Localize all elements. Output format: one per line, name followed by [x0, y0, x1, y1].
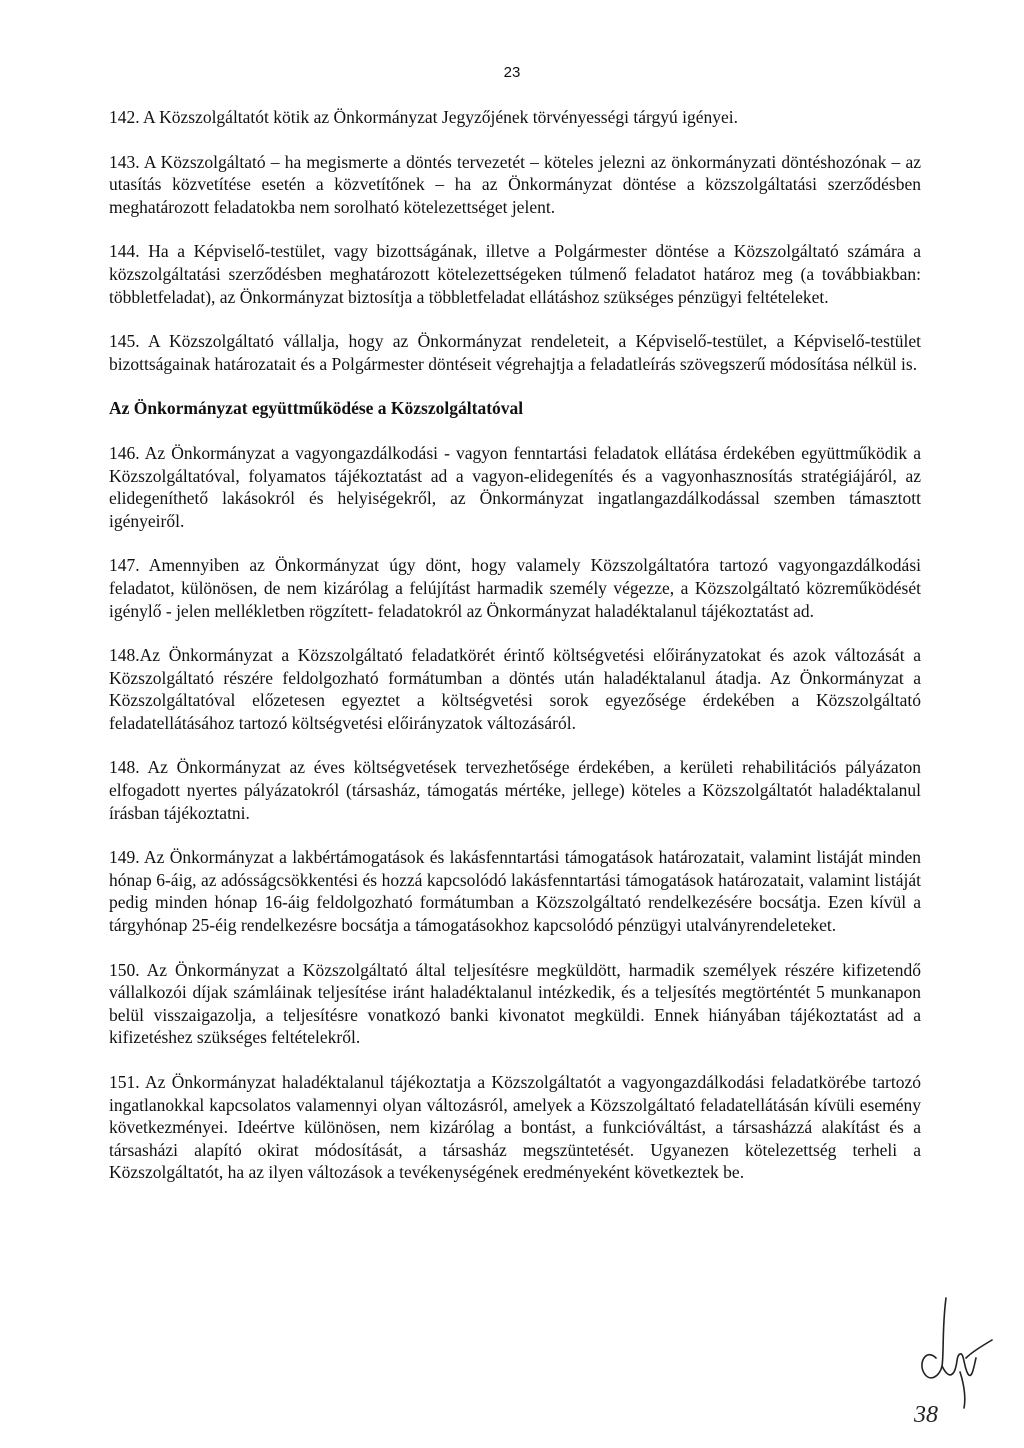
- paragraph-142: 142. A Közszolgáltatót kötik az Önkormányzat Jegyzőjének törvényességi tárgyú igényei.: [109, 107, 739, 127]
- paragraph-146: 146. Az Önkormányzat a vagyongazdálkodási - vagyon fenntartási feladatok ellátása érdekében együttműködik a Közszolgáltatóval, folyamatos tájékoztatást ad a vagyon-elidegenítés és a vagyonhasznosítás stratégiájáról, az elidegeníthető lakásokról és helyiségekről, az Önkormányzat ingatlangazdálkodással szemben támasztott igényeiről.: [109, 442, 921, 531]
- paragraph-149: 149. Az Önkormányzat a lakbértámogatások és lakásfenntartási támogatások határozatait, valamint listáját minden hónap 6-áig, az adósságcsökkentési és hozzá kapcsolódó lakásfenntartási támogatások határozatait, valamint listáját pedig minden hónap 16-áig feldolgozható formátumban a Közszolgáltató rendelkezésére bocsátja. Ezen kívül a tárgyhónap 25-éig rendelkezésre bocsátja a támogatásokhoz kapcsolódó pénzügyi utalványrendeleteket.: [109, 847, 921, 936]
- paragraph-148b: 148. Az Önkormányzat az éves költségvetések tervezhetősége érdekében, a kerületi rehabilitációs pályázaton elfogadott nyertes pályázatokról (társasház, támogatás mértéke, jellege) köteles a Közszolgáltatót haladéktalanul írásban tájékoztatni.: [109, 757, 921, 823]
- paragraph-148a: 148.Az Önkormányzat a Közszolgáltató feladatkörét érintő költségvetési előirányzatokat és azok változását a Közszolgáltató részére feldolgozható formátumban a döntés után haladéktalanul átadja. Az Önkormányzat a Közszolgáltatóval előzetesen egyeztet a költségvetési sorok egyezősége érdekében a Közszolgáltató feladatellátásához tartozó költségvetési előirányzatok változásáról.: [109, 645, 921, 733]
- handwritten-page-number: 38: [914, 1402, 938, 1428]
- paragraph-143: 143. A Közszolgáltató – ha megismerte a döntés tervezetét – köteles jelezni az önkormányzati döntéshozónak – az utasítás közvetítése esetén a közvetítőnek – ha az Önkormányzat döntése a közszolgáltatási szerződésben meghatározott feladatokba nem sorolható kötelezettséget jelent.: [109, 151, 921, 217]
- paragraph-151: 151. Az Önkormányzat haladéktalanul tájékoztatja a Közszolgáltatót a vagyongazdálkodási feladatkörébe tartozó ingatlanokkal kapcsolatos valamennyi olyan változásról, amelyek a Közszolgáltató feladatellátásán kívüli esemény következményei. Ideértve különösen, nem kizárólag a bontást, a funkcióváltást, a társasházzá alakítást és a társasházi alapító okirat módosítását, a társasház megszüntetését. Ugyanezen kötelezettség terheli a Közszolgáltatót, ha az ilyen változások a tevékenységének eredményeként következtek be.: [109, 1072, 921, 1183]
- section-heading: Az Önkormányzat együttműködése a Közszolgáltatóval: [109, 398, 524, 419]
- document-body: [109, 106, 921, 1206]
- paragraph-145: 145. A Közszolgáltató vállalja, hogy az Önkormányzat rendeleteit, a Képviselő-testület, a Képviselő-testület bizottságainak határozatait és a Polgármester döntéseit végrehajtja a feladatleírás szövegszerű módosítása nélkül is.: [109, 331, 921, 374]
- paragraph-150: 150. Az Önkormányzat a Közszolgáltató által teljesítésre megküldött, harmadik személyek részére kifizetendő vállalkozói díjak számláinak teljesítése iránt haladéktalanul intézkedik, és a teljesítés megtörténtét 5 munkanapon belül visszaigazolja, a teljesítésre vonatkozó banki kivonatot megküldi. Ennek hiányában tájékoztatást ad a kifizetéshez szükséges feltételekről.: [109, 959, 921, 1048]
- page-number: 23: [503, 64, 521, 81]
- paragraph-144: 144. Ha a Képviselő-testület, vagy bizottságának, illetve a Polgármester döntése a Közszolgáltató számára a közszolgáltatási szerződésben meghatározott kötelezettségeken túlmenő feladatot határoz meg (a továbbiakban: többletfeladat), az Önkormányzat biztosítja a többletfeladat ellátáshoz szükséges pénzügyi feltételeket.: [109, 241, 921, 307]
- paragraph-147: 147. Amennyiben az Önkormányzat úgy dönt, hogy valamely Közszolgáltatóra tartozó vagyongazdálkodási feladatot, különösen, de nem kizárólag a felújítást harmadik személy végezze, a Közszolgáltató közreműködését igénylő - jelen mellékletben rögzített- feladatokról az Önkormányzat haladéktalanul tájékoztatást ad.: [109, 555, 921, 621]
